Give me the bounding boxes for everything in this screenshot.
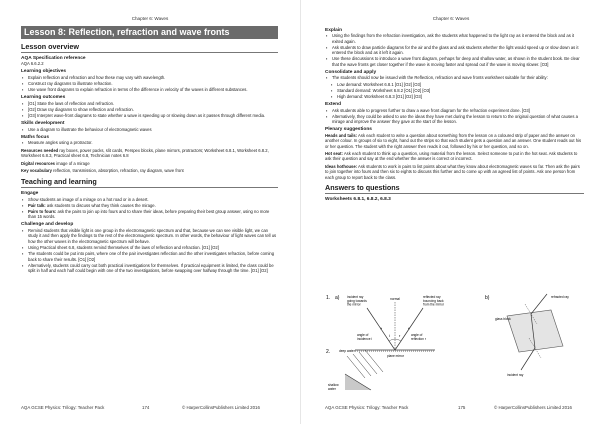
footer-title-right: AQA GCSE Physics: Trilogy: Teacher Pack bbox=[325, 405, 409, 410]
vocab-text: reflection, transmission, absorption, refraction, ray diagram, wave front bbox=[53, 168, 184, 173]
explain-list bbox=[325, 33, 584, 67]
objectives-heading: Learning objectives bbox=[21, 69, 67, 75]
list-item: ▪ Using the findings from the refraction investigation, ask the students what happened to the light ray as it entered the block and as it exited again. bbox=[325, 33, 584, 44]
list-item: ▪ [O3] Interpret wave-front diagrams to state whether a wave is speeding up or slowing down as it passes through different media. bbox=[21, 113, 278, 118]
reflection-diagram bbox=[347, 295, 445, 358]
q2-label: 2. bbox=[326, 349, 331, 355]
list-item: ▪ High demand: Worksheet 6.8.3 [O1] [O2] [O3] bbox=[325, 94, 584, 99]
right-content bbox=[325, 25, 584, 202]
angle-incidence-label: angle of incidence i bbox=[357, 333, 373, 341]
angle-reflection-label: angle of reflection r bbox=[411, 333, 426, 341]
list-item: ▪ Low demand: Worksheet 6.8.1 [O1] [O2] [O3] bbox=[325, 82, 584, 87]
answers-heading: Answers to questions bbox=[325, 183, 584, 194]
wavefront-2 bbox=[353, 354, 371, 376]
skills-list bbox=[21, 127, 278, 132]
wavefront-1 bbox=[347, 356, 365, 378]
resources-text: ray boxes, power packs, slit cards, Perspex blocks, plane mirrors, protractors; Worksheet 6.8.1, Worksheet 6.8.2, Worksheet 6.8.3, Practical sheet 6.8, Technician notes 6.8 bbox=[21, 147, 269, 159]
q1-label: 1. bbox=[326, 295, 331, 301]
r-symbol: r bbox=[399, 333, 401, 338]
spec-ref: AQA 6.6.2.2 bbox=[21, 61, 44, 67]
footer-copyright: © HarperCollinsPublishers Limited 2016 bbox=[182, 405, 260, 410]
incident-ray-label: incident ray going towards the mirror bbox=[347, 295, 367, 307]
digital-label: Digital resources bbox=[21, 160, 55, 166]
footer-title: AQA GCSE Physics: Trilogy: Teacher Pack bbox=[21, 405, 105, 410]
extend-heading: Extend bbox=[325, 102, 341, 108]
lesson-overview-heading: Lesson overview bbox=[21, 42, 278, 53]
vocab-line bbox=[21, 168, 278, 173]
digital-line bbox=[21, 161, 278, 166]
challenge-list bbox=[21, 228, 278, 274]
spec-heading: AQA Specification reference bbox=[21, 55, 86, 61]
wavefront-3 bbox=[359, 352, 377, 374]
angle-r-arc bbox=[395, 339, 401, 341]
answers-diagram bbox=[325, 290, 585, 398]
list-item: ▪ Measure angles using a protractor. bbox=[21, 140, 278, 145]
outcomes-heading: Learning outcomes bbox=[21, 95, 66, 101]
extend-list bbox=[325, 108, 584, 125]
list-item: ▪ Use these discussions to introduce a wave front diagram, perhaps for deep and shallow water, as shown in the student book. Be clear that the wave fronts get closer together if the wave is moving faster and spread out if the wave is moving slower. [O3] bbox=[325, 56, 584, 67]
teaching-heading: Teaching and learning bbox=[21, 177, 278, 188]
list-item: ▪ Use a diagram to illustrate the behaviour of electromagnetic waves bbox=[21, 127, 278, 132]
wavefront-diagram bbox=[328, 349, 383, 391]
list-item: ▪ Ask students to draw particle diagrams for the air and the glass and ask students whether the light would speed up or slow down as it entered the block and as it left it again. bbox=[325, 45, 584, 56]
explain-heading: Explain bbox=[325, 27, 343, 33]
list-item: ▪ [O1] State the laws of reflection and refraction. bbox=[21, 101, 278, 106]
shallow-water-label: shallow water bbox=[328, 383, 339, 391]
plenary-hot-seat: Hot seat: Ask each student to think up a question, using material from the lesson. Select someone to put in the hot seat. Ask students to ask their question and say at the end whether the answer is correct or incorrect. bbox=[325, 151, 578, 162]
list-item: ▪ Alternatively, students could carry out both practical investigations for themselves. If practical equipment is limited, the class could be split in half and each half could begin with one of the two investigations, before swapping over halfway through the time. [O1] [O2] bbox=[21, 263, 278, 274]
angle-i-arc bbox=[389, 339, 395, 341]
left-content bbox=[21, 19, 278, 274]
list-item: ▪ Show students an image of a mirage on a hot road or in a desert. bbox=[21, 197, 278, 202]
list-item: ▪ Standard demand: Worksheet 6.8.2 [O1] [O2] [O3] bbox=[325, 88, 584, 93]
engage-list bbox=[21, 197, 278, 220]
vocab-label: Key vocabulary bbox=[21, 168, 52, 173]
list-item: ▪ Explain reflection and refraction and how these may vary with wavelength. bbox=[21, 75, 278, 80]
q1b-label: b) bbox=[485, 295, 490, 301]
resources-label: Resources needed bbox=[21, 147, 59, 153]
refraction-diagram bbox=[495, 294, 569, 377]
plenary-heading: Plenary suggestions bbox=[325, 127, 372, 133]
challenge-heading: Challenge and develop bbox=[21, 222, 74, 228]
plane-mirror-label: plane mirror bbox=[387, 354, 405, 358]
plenary-heads-tails: Heads and tails: Ask each student to write a question about something from the lesson on a coloured strip of paper and the answer on another colour. In groups of six to eight, hand out the strips so that each student gets a question and an answer. One student reads out his or her question. The student with the right answer then reads it out, followed by his or her question, and so on. bbox=[325, 132, 582, 149]
lesson-title: Lesson 8: Reflection, refraction and wave fronts bbox=[21, 26, 278, 39]
reflected-ray-label: reflected ray bouncing back from the mirror bbox=[423, 295, 444, 307]
maths-heading: Maths focus bbox=[21, 134, 49, 140]
list-item: ▪ [O2] Draw ray diagrams to show reflection and refraction. bbox=[21, 107, 278, 112]
deep-water-label: deep water bbox=[339, 349, 355, 353]
list-item: ▪ Pairs to fours: ask the pairs to join up into fours and to share their ideas, before preparing their best group answer, using no more than 15 words. bbox=[21, 209, 278, 220]
plenary-ideas-hothouse: Ideas hothouse: Ask students to work in pairs to list points about what they know about electromagnetic waves so far. Then ask the pairs to join together into fours and then six to eights to discuss this further and to come up with an agreed list of points. Ask one person from each group to report back to the class. bbox=[325, 163, 580, 180]
list-item: ▪ Pair talk: ask students to discuss what they think causes the mirage. bbox=[21, 203, 278, 208]
consolidate-list bbox=[325, 75, 584, 80]
glass-block-label: glass block bbox=[495, 317, 511, 321]
objectives-list bbox=[21, 75, 278, 93]
outcomes-list bbox=[21, 101, 278, 119]
wavefront-4 bbox=[365, 350, 383, 372]
engage-heading: Engage bbox=[21, 191, 39, 196]
skills-heading: Skills development bbox=[21, 121, 65, 127]
consolidate-levels bbox=[325, 82, 584, 100]
i-symbol: i bbox=[389, 333, 390, 338]
page-number: 174 bbox=[142, 405, 150, 410]
list-item: ▪ The students could be put into pairs, where one of the pair investigates reflection and the other investigates refraction, before coming back to share their results. [O1] [O2] bbox=[21, 251, 278, 262]
list-item: ▪ Remind students that visible light is one group in the electromagnetic spectrum and that, because we can see visible light, we can study it and then apply the findings to the rest of the electromagnetic spectrum. In other words, the behaviour of light waves can tell us how the other waves in the electromagnetic spectrum will behave. bbox=[21, 228, 278, 244]
list-item: ▪ The students should now be issued with the Reflection, refraction and wave fronts worksheet suitable for their ability: bbox=[325, 75, 584, 80]
footer-copyright-right: © HarperCollinsPublishers Limited 2016 bbox=[494, 405, 572, 410]
incident-ray2-label: incident ray bbox=[507, 373, 524, 377]
list-item: ▪ Use wave front diagrams to explain refraction in terms of the difference in velocity of the waves in different substances. bbox=[21, 87, 278, 92]
digital-text: image of a mirage bbox=[56, 160, 90, 166]
consolidate-heading: Consolidate and apply bbox=[325, 69, 377, 75]
list-item: ▪ Using Practical sheet 6.8, students remind themselves of the laws of reflection and refraction. [O1] [O2] bbox=[21, 245, 278, 250]
resources-line bbox=[21, 148, 278, 159]
running-header: Chapter 6: Waves bbox=[432, 16, 470, 21]
q1a-label: a) bbox=[335, 295, 340, 301]
maths-list bbox=[21, 140, 278, 145]
list-item: ▪ Construct ray diagrams to illustrate refraction. bbox=[21, 81, 278, 86]
running-header: Chapter 6: Waves bbox=[131, 16, 169, 21]
page-number-right: 175 bbox=[458, 405, 466, 410]
normal-label: normal bbox=[390, 297, 400, 301]
refracted-ray-label: refracted ray bbox=[551, 295, 569, 299]
list-item: ▪ Ask students able to progress further to draw a wave front diagram for the refraction experiment done. [O3] bbox=[325, 108, 584, 113]
list-item: ▪ Alternatively, they could be asked to use the ideas they have met during the lesson to return to the original question of what causes a mirage and improve the answer they gave at the start of the lesson. bbox=[325, 114, 584, 125]
answers-worksheets: Worksheets 6.8.1, 6.8.2, 6.8.3 bbox=[325, 196, 391, 202]
